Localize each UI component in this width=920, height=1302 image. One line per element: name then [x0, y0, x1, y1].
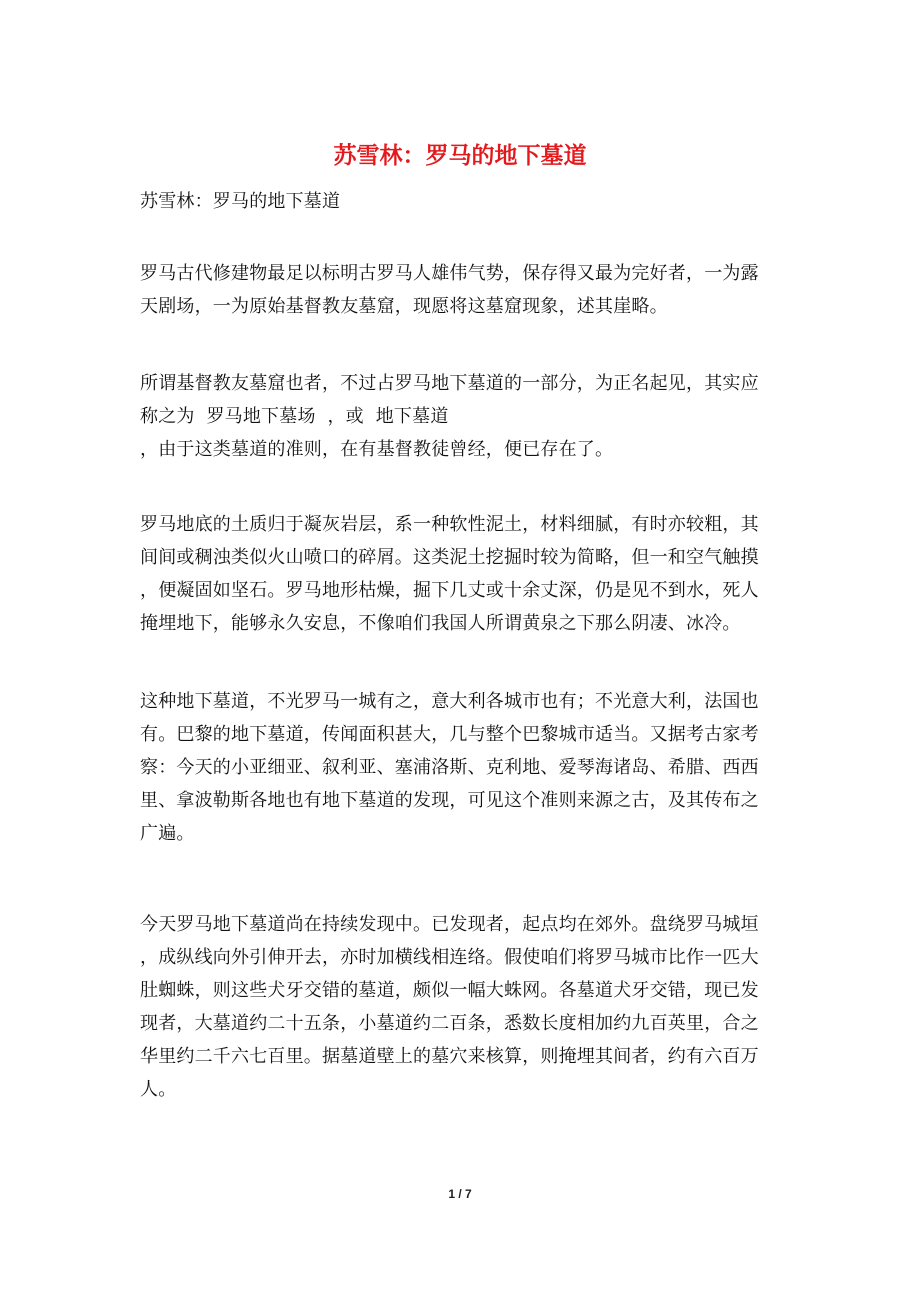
document-subtitle: 苏雪林：罗马的地下墓道 — [140, 191, 341, 212]
paragraph-line: 广遍。 — [140, 823, 195, 844]
paragraph-line: 察：今天的小亚细亚、叙利亚、塞浦洛斯、克利地、爱琴海诸岛、希腊、西西 — [140, 757, 759, 778]
paragraph-line: 掩埋地下，能够永久安息，不像咱们我国人所谓黄泉之下那么阴凄、冰冷。 — [140, 613, 741, 634]
page-number: 1 / 7 — [448, 1187, 472, 1201]
paragraph-line: 天剧场，一为原始基督教友墓窟，现愿将这墓窟现象，述其崖略。 — [140, 296, 668, 317]
paragraph-5 — [140, 908, 782, 1106]
paragraph-line: 称之为 罗马地下墓场 ，或 地下墓道 — [140, 406, 449, 427]
paragraph-line: 现者，大墓道约二十五条，小墓道约二百条，悉数长度相加约九百英里，合之 — [140, 1013, 759, 1034]
paragraph-line: ，成纵线向外引伸开去，亦时加横线相连络。假使咱们将罗马城市比作一匹大 — [140, 947, 759, 968]
paragraph-line: 今天罗马地下墓道尚在持续发现中。已发现者，起点均在郊外。盘绕罗马城垣 — [140, 914, 759, 935]
paragraph-line: ，便凝固如坚石。罗马地形枯燥，掘下几丈或十余丈深，仍是见不到水，死人 — [140, 580, 759, 601]
paragraph-line: 间间或稠浊类似火山喷口的碎屑。这类泥土挖掘时较为简略，但一和空气触摸 — [140, 547, 759, 568]
paragraph-line: 有。巴黎的地下墓道，传闻面积甚大，几与整个巴黎城市适当。又据考古家考 — [140, 724, 759, 745]
document-title: 苏雪林：罗马的地下墓道 — [333, 142, 587, 169]
paragraph-4 — [140, 685, 782, 850]
paragraph-line: ，由于这类墓道的准则，在有基督教徒曾经，便已存在了。 — [140, 439, 614, 460]
paragraph-line: 华里约二千六七百里。据墓道壁上的墓穴来核算，则掩埋其间者，约有六百万 — [140, 1046, 759, 1067]
paragraph-line: 人。 — [140, 1079, 177, 1100]
paragraph-line: 里、拿波勒斯各地也有地下墓道的发现，可见这个准则来源之古，及其传布之 — [140, 790, 759, 811]
paragraph-line: 肚蜘蛛，则这些犬牙交错的墓道，颇似一幅大蛛网。各墓道犬牙交错，现已发 — [140, 980, 759, 1001]
paragraph-line: 所谓基督教友墓窟也者，不过占罗马地下墓道的一部分，为正名起见，其实应 — [140, 373, 759, 394]
paragraph-2 — [140, 367, 782, 466]
paragraph-line: 罗马古代修建物最足以标明古罗马人雄伟气势，保存得又最为完好者，一为露 — [140, 263, 759, 284]
paragraph-line: 这种地下墓道，不光罗马一城有之，意大利各城市也有；不光意大利，法国也 — [140, 691, 759, 712]
paragraph-line: 罗马地底的土质归于凝灰岩层，系一种软性泥土，材料细腻，有时亦较粗，其 — [140, 514, 759, 535]
paragraph-1 — [140, 257, 782, 323]
paragraph-3 — [140, 508, 782, 640]
